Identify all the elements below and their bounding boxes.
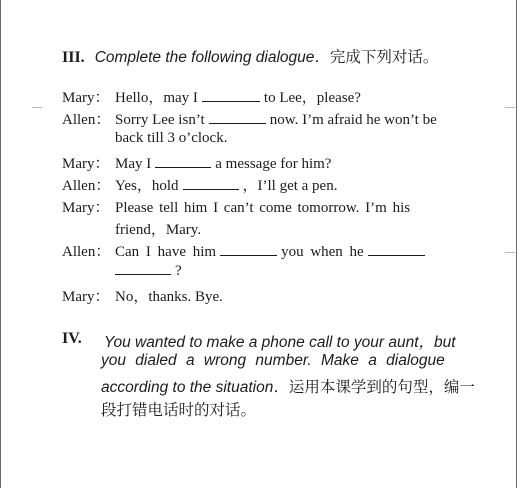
answer-blank[interactable] — [115, 262, 171, 275]
dialogue-text: you when he — [281, 244, 364, 260]
answer-blank[interactable] — [368, 243, 425, 256]
answer-blank[interactable] — [220, 243, 277, 256]
dialogue-text: now. I’m afraid he won’t be — [269, 112, 437, 128]
dialogue-text: Please tell him I can’t come tomorrow. I’m his — [115, 200, 411, 216]
speaker-label: Mary： — [62, 156, 110, 172]
dialogue-line-2-continued: back till 3 o’clock. — [115, 130, 228, 146]
dialogue-line-6-continued — [115, 262, 182, 280]
answer-blank[interactable] — [202, 89, 260, 102]
answer-blank[interactable] — [209, 111, 266, 124]
section-4-instruction-line-1: You wanted to make a phone call to your aunt，but — [104, 334, 456, 351]
dialogue-text: Hello，may I — [115, 90, 198, 106]
dialogue-text: Can I have him — [115, 244, 217, 260]
margin-mark — [505, 107, 515, 108]
dialogue-line-1 — [62, 86, 361, 107]
speaker-label: Allen： — [62, 112, 111, 128]
speaker-label: Mary： — [62, 289, 110, 305]
dialogue-text: ? — [175, 263, 182, 279]
speaker-label: Allen： — [62, 178, 111, 194]
dialogue-line-5 — [62, 196, 410, 217]
speaker-label: Allen： — [62, 244, 111, 260]
dialogue-text: Sorry Lee isn’t — [115, 112, 205, 128]
section-3-numeral: III. — [62, 49, 85, 66]
dialogue-text: May I — [115, 156, 152, 172]
section-4-instruction-line-2: you dialed a wrong number. Make a dialogue — [101, 352, 445, 369]
section-3-instruction: Complete the following dialogue． — [94, 49, 330, 66]
dialogue-line-6 — [62, 240, 429, 261]
speaker-label: Mary： — [62, 200, 110, 216]
section-4-instruction-text: according to the situation． — [101, 379, 289, 396]
answer-blank[interactable] — [183, 177, 239, 190]
margin-mark — [505, 252, 515, 253]
section-4-instruction-cn: 运用本课学到的句型，编一 — [288, 379, 475, 396]
speaker-label: Mary： — [62, 90, 110, 106]
dialogue-text: ，I’ll get a pen. — [242, 178, 338, 194]
section-4-numeral: IV. — [62, 330, 82, 347]
dialogue-text: Yes，hold — [115, 178, 179, 194]
dialogue-text: a message for him? — [215, 156, 332, 172]
dialogue-text: to Lee，please? — [263, 90, 361, 106]
section-3-heading — [62, 45, 438, 67]
page-edge-right — [516, 0, 517, 488]
dialogue-line-4 — [62, 174, 337, 195]
section-3-instruction-cn: 完成下列对话。 — [329, 49, 439, 66]
dialogue-line-5-continued: friend，Mary. — [115, 222, 202, 238]
section-4-instruction-line-3 — [101, 375, 475, 397]
answer-blank[interactable] — [155, 155, 211, 168]
margin-mark — [32, 107, 42, 108]
dialogue-line-7 — [62, 285, 223, 306]
dialogue-line-2 — [62, 108, 437, 129]
dialogue-text: No，thanks. Bye. — [115, 289, 223, 305]
section-4-instruction-line-4: 段打错电话时的对话。 — [101, 402, 257, 419]
page-edge-left — [0, 0, 1, 488]
dialogue-line-3 — [62, 152, 331, 173]
